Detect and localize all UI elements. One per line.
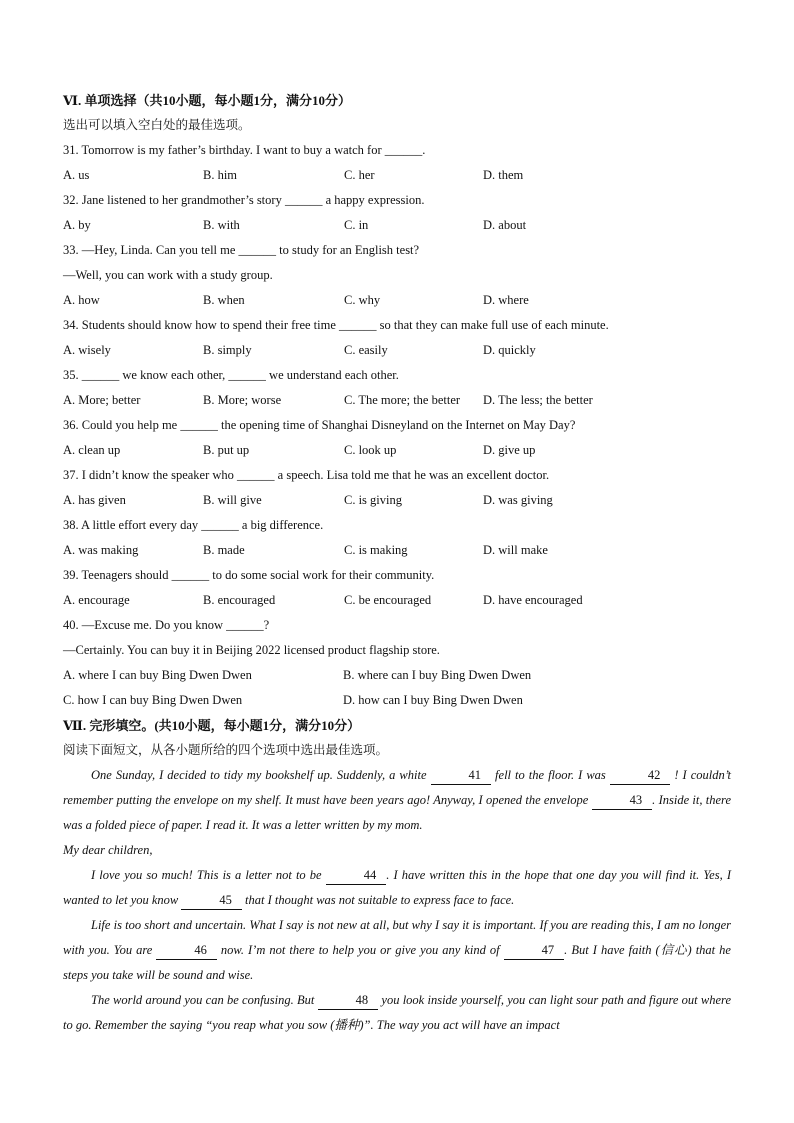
option-b: B. simply xyxy=(203,343,252,357)
option-a: A. where I can buy Bing Dwen Dwen xyxy=(63,668,252,682)
option-c: C. in xyxy=(344,218,369,232)
option-d: D. have encouraged xyxy=(483,593,583,607)
option-c: C. be encouraged xyxy=(344,593,432,607)
question-32-options xyxy=(63,213,731,238)
question-33-options xyxy=(63,288,731,313)
option-c: C. her xyxy=(344,168,375,182)
option-c: C. is making xyxy=(344,543,408,557)
passage-text: I love you so much! This is a letter not to be xyxy=(91,868,326,882)
exam-page xyxy=(63,88,731,1038)
section-6-instruction: 选出可以填入空白处的最佳选项。 xyxy=(63,118,251,132)
option-a: A. how xyxy=(63,293,100,307)
passage-text: One Sunday, I decided to tidy my bookshelf up. Suddenly, a white xyxy=(91,768,431,782)
option-d: D. quickly xyxy=(483,343,536,357)
option-c: C. why xyxy=(344,293,381,307)
question-39-options xyxy=(63,588,731,613)
option-c: C. look up xyxy=(344,443,397,457)
blank-41: 41 xyxy=(431,767,492,785)
passage-paragraph-4 xyxy=(63,988,731,1038)
option-a: A. by xyxy=(63,218,91,232)
blank-45: 45 xyxy=(181,892,242,910)
section-6-title: Ⅵ. 单项选择（共10小题，每小题1分，满分10分） xyxy=(63,93,351,108)
passage-text: The world around you can be confusing. But xyxy=(91,993,318,1007)
option-a: A. clean up xyxy=(63,443,121,457)
question-40-options-row-2 xyxy=(63,688,731,713)
passage-text: now. I’m not there to help you or give you any kind of xyxy=(216,943,504,957)
question-38-stem: 38. A little effort every day ______ a big difference. xyxy=(63,518,324,532)
question-31-options xyxy=(63,163,731,188)
option-b: B. him xyxy=(203,168,238,182)
question-37-stem: 37. I didn’t know the speaker who ______ a speech. Lisa told me that he was an excellent doctor. xyxy=(63,468,550,482)
option-c: C. The more; the better xyxy=(344,393,461,407)
option-b: B. will give xyxy=(203,493,262,507)
question-35-stem: 35. ______ we know each other, ______ we understand each other. xyxy=(63,368,399,382)
question-37-options xyxy=(63,488,731,513)
option-b: B. More; worse xyxy=(203,393,282,407)
passage-text: Life is too short and uncertain. What I say is not new at all, but why I say it is important. If you are reading this, I am no longer with you. You are xyxy=(63,918,731,957)
question-40-stem-reply: —Certainly. You can buy it in Beijing 2022 licensed product flagship store. xyxy=(63,643,440,657)
section-7-instruction: 阅读下面短文，从各小题所给的四个选项中选出最佳选项。 xyxy=(63,743,389,757)
letter-salutation: My dear children, xyxy=(63,843,153,857)
option-b: B. encouraged xyxy=(203,593,276,607)
question-40-options-row-1 xyxy=(63,663,731,688)
question-36-stem: 36. Could you help me ______ the opening time of Shanghai Disneyland on the Internet on May Day? xyxy=(63,418,576,432)
option-c: C. how I can buy Bing Dwen Dwen xyxy=(63,693,243,707)
cloze-passage xyxy=(63,763,731,1038)
passage-text: that I thought was not suitable to express face to face. xyxy=(241,893,515,907)
passage-paragraph-3 xyxy=(63,913,731,988)
question-34-stem: 34. Students should know how to spend their free time ______ so that they can make full use of each minute. xyxy=(63,318,609,332)
option-a: A. has given xyxy=(63,493,126,507)
blank-47: 47 xyxy=(504,942,565,960)
option-d: D. where xyxy=(483,293,529,307)
blank-42: 42 xyxy=(610,767,671,785)
question-39-stem: 39. Teenagers should ______ to do some social work for their community. xyxy=(63,568,435,582)
option-d: D. The less; the better xyxy=(483,393,593,407)
passage-text: you look inside yourself, you can light sour path and figure out where to go. Remember the saying “you reap what you sow (播种)”. The way you act will have an impact xyxy=(63,993,731,1032)
question-33-stem-reply: —Well, you can work with a study group. xyxy=(63,268,273,282)
option-a: A. us xyxy=(63,168,90,182)
option-b: B. when xyxy=(203,293,245,307)
question-32-stem: 32. Jane listened to her grandmother’s story ______ a happy expression. xyxy=(63,193,425,207)
blank-48: 48 xyxy=(318,992,379,1010)
option-a: A. wisely xyxy=(63,343,111,357)
option-b: B. put up xyxy=(203,443,250,457)
question-34-options xyxy=(63,338,731,363)
passage-text: . But I have faith (信心) that he steps you take will be sound and wise. xyxy=(63,943,731,982)
option-d: D. give up xyxy=(483,443,536,457)
option-b: B. with xyxy=(203,218,240,232)
blank-44: 44 xyxy=(326,867,387,885)
passage-text: . I have written this in the hope that one day you will find it. Yes, I wanted to let you know xyxy=(63,868,731,907)
question-33-stem: 33. —Hey, Linda. Can you tell me ______ to study for an English test? xyxy=(63,243,420,257)
option-a: A. was making xyxy=(63,543,139,557)
option-d: D. how can I buy Bing Dwen Dwen xyxy=(343,693,523,707)
section-7-title: Ⅶ. 完形填空。(共10小题，每小题1分，满分10分） xyxy=(63,718,361,733)
passage-paragraph-2 xyxy=(63,863,731,913)
question-38-options xyxy=(63,538,731,563)
passage-text: . Inside it, there was a folded piece of paper. I read it. It was a letter written by my mom. xyxy=(63,793,731,832)
blank-46: 46 xyxy=(156,942,217,960)
option-a: A. encourage xyxy=(63,593,130,607)
question-36-options xyxy=(63,438,731,463)
option-d: D. them xyxy=(483,168,524,182)
option-d: D. about xyxy=(483,218,527,232)
question-35-options xyxy=(63,388,731,413)
option-c: C. is giving xyxy=(344,493,402,507)
option-a: A. More; better xyxy=(63,393,141,407)
question-31-stem: 31. Tomorrow is my father’s birthday. I want to buy a watch for ______. xyxy=(63,143,426,157)
blank-43: 43 xyxy=(592,792,653,810)
option-d: D. was giving xyxy=(483,493,553,507)
passage-text: fell to the floor. I was xyxy=(491,768,610,782)
question-40-stem: 40. —Excuse me. Do you know ______? xyxy=(63,618,270,632)
passage-text: ! I couldn’t remember putting the envelope on my shelf. It must have been years ago! Anyway, I opened the envelope xyxy=(63,768,731,807)
option-b: B. made xyxy=(203,543,245,557)
option-c: C. easily xyxy=(344,343,388,357)
option-d: D. will make xyxy=(483,543,548,557)
option-b: B. where can I buy Bing Dwen Dwen xyxy=(343,668,532,682)
passage-paragraph-1 xyxy=(63,763,731,838)
